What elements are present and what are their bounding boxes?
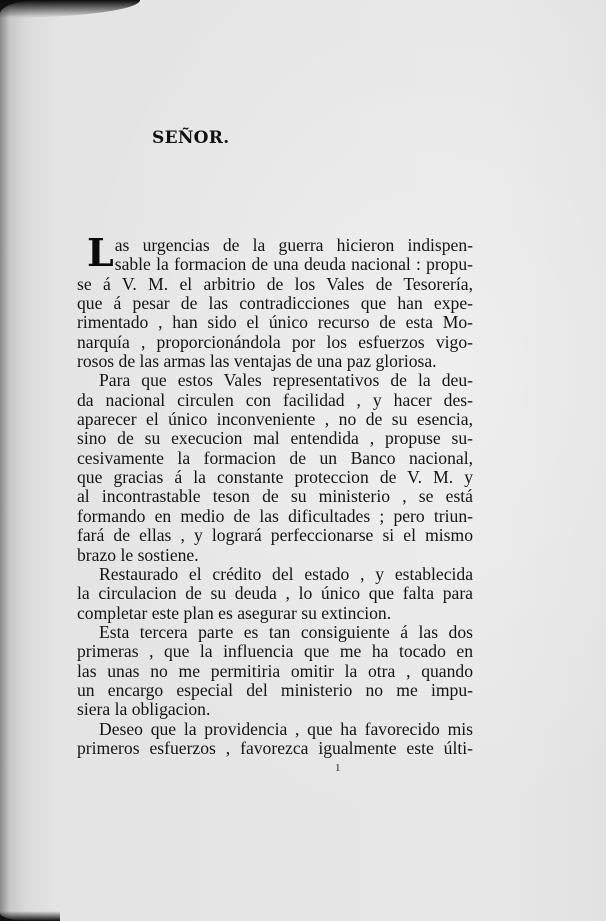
text-line: las unas no me permitiria omitir la otra , quando xyxy=(77,660,473,681)
paragraph-3 xyxy=(77,565,473,623)
text-line: que gracias á la constante proteccion de V. M. y xyxy=(77,467,473,488)
text-line: que á pesar de las contradicciones que han expe- xyxy=(77,293,473,314)
drop-cap: L xyxy=(87,230,114,275)
paragraph-4 xyxy=(77,623,473,720)
signature-mark: 1 xyxy=(335,762,341,774)
paragraph-2 xyxy=(77,371,473,564)
text-line: siera la obligacion. xyxy=(77,699,211,720)
text-line: Restaurado el crédito del estado , y establecida xyxy=(99,563,473,584)
text-line: fará de ellas , y logrará perfeccionarse si el mismo xyxy=(77,525,473,546)
page-heading: SEÑOR. xyxy=(152,128,230,148)
page-shadow-top xyxy=(0,0,140,18)
text-line: sino de su execucion mal entendida , propuse su- xyxy=(77,428,473,449)
text-line: formando en medio de las dificultades ; pero triun- xyxy=(77,505,473,526)
text-line: un encargo especial del ministerio no me impu- xyxy=(77,679,473,700)
page-shadow-bottom xyxy=(0,911,60,921)
paragraph-1 xyxy=(77,230,473,372)
text-line: cesivamente la formacion de un Banco nacional, xyxy=(77,447,473,468)
body-text xyxy=(77,230,473,758)
text-line: Las urgencias de la guerra hicieron indispen- xyxy=(87,230,473,275)
text-line: rimentado , han sido el único recurso de esta Mo- xyxy=(77,312,473,333)
text-line: Esta tercera parte es tan consiguiente á las dos xyxy=(99,621,473,642)
text-line: la circulacion de su deuda , lo único que falta para xyxy=(77,583,473,604)
text-line: aparecer el único inconveniente , no de su esencia, xyxy=(77,409,473,430)
text-line: rosos de las armas las ventajas de una paz gloriosa. xyxy=(77,351,437,372)
text-line: Deseo que la providencia , que ha favorecido mis xyxy=(99,718,473,739)
text-line: se á V. M. el arbitrio de los Vales de Tesorería, xyxy=(77,273,473,294)
text-line: narquía , proporcionándola por los esfuerzos vigo- xyxy=(77,331,473,352)
text-line: da nacional circulen con facilidad , y hacer des- xyxy=(77,389,473,410)
text-line: primeras , que la influencia que me ha tocado en xyxy=(77,641,473,662)
text-line: al incontrastable teson de su ministerio , se está xyxy=(77,486,473,507)
text-line: completar este plan es asegurar su extincion. xyxy=(77,602,392,623)
paragraph-5 xyxy=(77,720,473,759)
text-line: brazo le sostiene. xyxy=(77,544,199,565)
text-line: primeros esfuerzos , favorezca igualmente este últi- xyxy=(77,737,473,758)
text-line: Para que estos Vales representativos de la deu- xyxy=(99,370,473,391)
text-line: sable la formacion de una deuda nacional : propu- xyxy=(114,254,473,275)
